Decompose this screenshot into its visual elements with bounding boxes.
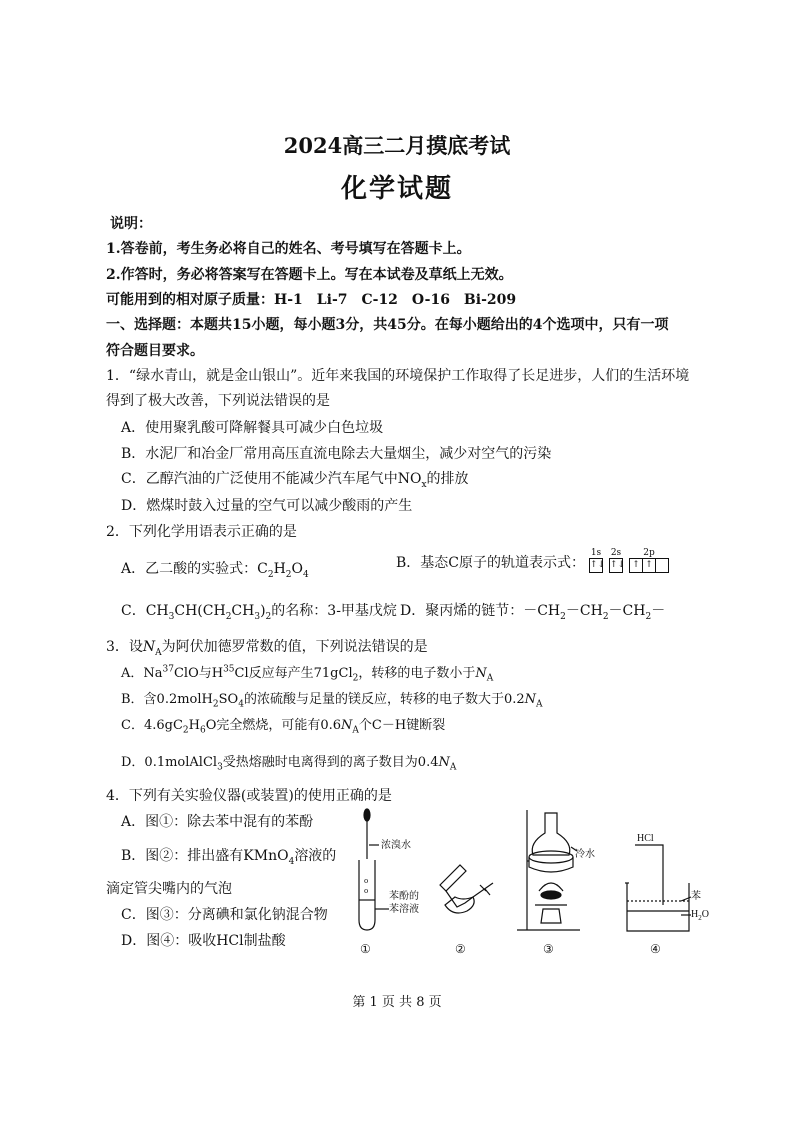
fig1-number: ① — [360, 942, 371, 956]
q3-option-c: C．$4.6gC_2H_6O$完全燃烧，可能有$0.6N_A$个C－H键断裂 — [121, 718, 446, 736]
q2-option-b: B．基态C原子的轨道表示式： 1s ↑↓ 2s ↑↓ 2p ↑ ↑ — [396, 548, 669, 573]
orbital-diagram: 1s ↑↓ 2s ↑↓ 2p ↑ ↑ — [589, 548, 669, 573]
fig3-label-cold-water: 冷水 — [575, 849, 595, 860]
subject-title: 化学试题 — [340, 174, 453, 204]
q4-option-b: B．图②：排出盛有KMnO$_4$溶液的 — [121, 848, 337, 867]
q4-option-c: C．图③：分离碘和氯化钠混合物 — [121, 907, 328, 923]
q4-option-d: D．图④：吸收HCl制盐酸 — [121, 933, 286, 949]
svg-text:o: o — [364, 887, 369, 895]
fig1-label-phenol: 苯酚的 — [389, 891, 419, 902]
fig4-label-benzene: 苯 — [691, 891, 701, 902]
atomic-masses: 可能用到的相对原子质量：H-1 Li-7 C-12 O-16 Bi-209 — [106, 292, 517, 308]
q1-stem-line1: 1．“绿水青山，就是金山银山”。近年来我国的环境保护工作取得了长足进步，人们的生活环境 — [106, 368, 690, 384]
fig1-test-tube — [359, 809, 389, 930]
q2-option-c: C．$CH_3CH(CH_2CH_3)_2$的名称：3-甲基戊烷 — [121, 603, 397, 622]
q2-option-d: D．聚丙烯的链节：$-CH_2-CH_2-CH_2-$ — [400, 603, 666, 622]
q2-option-a: A．乙二酸的实验式：$C_2H_2O_4$ — [121, 561, 309, 580]
q3-option-d: D．0.1molAlCl$_3$受热熔融时电离得到的离子数目为$0.4N_A$ — [121, 755, 457, 773]
fig4-number: ④ — [650, 942, 661, 956]
q4-figures — [345, 805, 709, 965]
svg-text:o: o — [364, 877, 369, 885]
exam-title: 2024高三二月摸底考试 — [283, 133, 511, 158]
fig2-number: ② — [455, 942, 466, 956]
q1-option-b: B．水泥厂和冶金厂常用高压直流电除去大量烟尘，减少对空气的污染 — [121, 446, 552, 462]
fig4-label-water: $H_2O$ — [691, 909, 709, 922]
section1-intro-line2: 符合题目要求。 — [106, 343, 204, 359]
q2-stem: 2．下列化学用语表示正确的是 — [106, 524, 297, 540]
instruction-item-2: 2.作答时，务必将答案写在答题卡上。写在本试卷及草纸上无效。 — [106, 267, 513, 283]
q1-option-c: C．乙醇汽油的广泛使用不能减少汽车尾气中$NO_x$的排放 — [121, 471, 469, 490]
fig3-number: ③ — [543, 942, 554, 956]
page-number: 第 1 页 共 8 页 — [352, 995, 442, 1010]
q3-option-a: A．Na$^{37}$ClO与$H^{35}Cl$反应每产生71gCl$_2$，转移的电子数小于$N_A$ — [121, 664, 494, 684]
q3-stem: 3．设$N_A$为阿伏加德罗常数的值，下列说法错误的是 — [106, 639, 428, 658]
fig2-burette — [440, 865, 493, 913]
q4-option-b-cont: 滴定管尖嘴内的气泡 — [106, 881, 232, 897]
fig3-sublimation — [517, 810, 580, 930]
fig4-absorption — [625, 845, 691, 931]
instruction-item-1: 1.答卷前，考生务必将自己的姓名、考号填写在答题卡上。 — [106, 241, 471, 257]
q1-stem-line2: 得到了极大改善，下列说法错误的是 — [106, 393, 330, 409]
q1-option-a: A．使用聚乳酸可降解餐具可减少白色垃圾 — [121, 420, 384, 436]
instructions-heading: 说明： — [110, 216, 152, 232]
fig1-label-bromine-water: 浓溴水 — [381, 840, 411, 851]
q3-option-b: B．含$0.2molH_2SO_4$的浓硫酸与足量的镁反应，转移的电子数大于$0.2N_A$ — [121, 692, 543, 710]
q4-option-a: A．图①：除去苯中混有的苯酚 — [121, 814, 314, 830]
fig1-label-benzene-solution: 苯溶液 — [389, 904, 419, 915]
q4-stem: 4．下列有关实验仪器(或装置)的使用正确的是 — [106, 788, 392, 804]
q1-option-d: D．燃煤时鼓入过量的空气可以减少酸雨的产生 — [121, 498, 413, 514]
fig4-label-hcl: HCl — [637, 833, 654, 844]
section1-intro-line1: 一、选择题：本题共15小题，每小题3分，共45分。在每小题给出的4个选项中，只有一项 — [106, 317, 669, 333]
